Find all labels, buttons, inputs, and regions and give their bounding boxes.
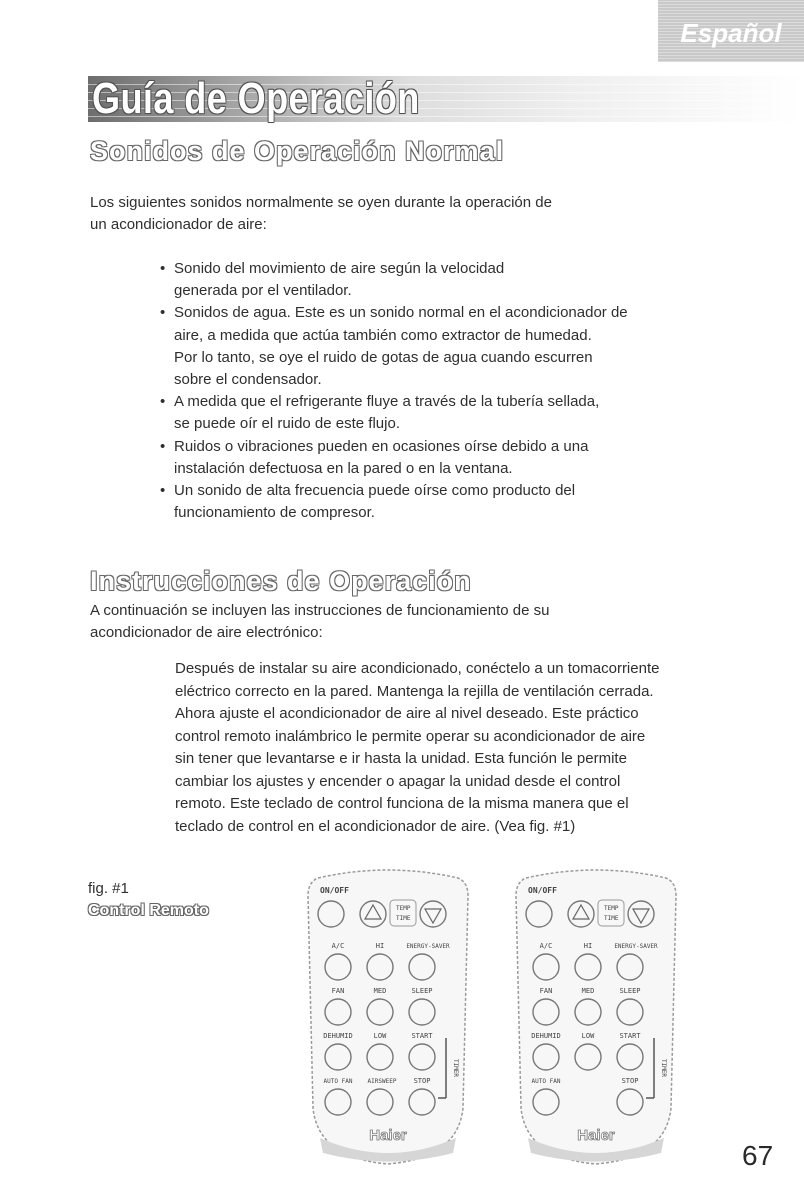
- timer-label: TIMER: [452, 1058, 459, 1078]
- body-line: teclado de control en el acondicionador de aire. (Vea fig. #1): [175, 817, 576, 835]
- stop-label: STOP: [413, 1077, 431, 1085]
- med-label: MED: [581, 987, 595, 995]
- language-tab-label: Español: [680, 17, 782, 48]
- bullet-line: • Sonido del movimiento de aire según la velocidad: [174, 260, 505, 277]
- intro-line: A continuación se incluyen las instrucciones de funcionamiento de su: [90, 602, 550, 619]
- bullet-line: • Ruidos o vibraciones pueden en ocasiones oírse debido a una: [174, 437, 589, 455]
- hi-label: HI: [583, 942, 593, 950]
- ac-label: A/C: [331, 942, 345, 950]
- low-label: LOW: [373, 1032, 387, 1040]
- bullet-line: • A medida que el refrigerante fluye a través de la tubería sellada,: [174, 393, 600, 411]
- bullet-line: funcionamiento de compresor.: [174, 504, 375, 522]
- page-title: Guía de Operación: [92, 74, 420, 123]
- bullet-line: se puede oír el ruido de este flujo.: [174, 415, 400, 433]
- list-item: [160, 258, 720, 302]
- airsweep-label: AIRSWEEP: [367, 1078, 397, 1085]
- fan-label: FAN: [331, 987, 345, 995]
- intro-line: un acondicionador de aire:: [90, 216, 267, 233]
- body-line: Ahora ajuste el acondicionador de aire al nivel deseado. Este práctico: [175, 705, 639, 722]
- remote-control-left: [298, 868, 478, 1168]
- figure-title: Control Remoto: [88, 902, 209, 919]
- intro-line: acondicionador de aire electrónico:: [90, 624, 323, 641]
- body-line: Después de instalar su aire acondicionado, conéctelo a un tomacorriente: [175, 660, 660, 677]
- list-item: [160, 480, 720, 524]
- on-off-label: ON/OFF: [528, 886, 557, 895]
- stop-label: STOP: [621, 1077, 639, 1085]
- start-label: START: [411, 1032, 433, 1040]
- page-number: 67: [742, 1140, 774, 1171]
- intro-line: Los siguientes sonidos normalmente se oyen durante la operación de: [90, 194, 552, 211]
- remote-control-right: [506, 868, 686, 1168]
- body-line: cambiar los ajustes y encender o apagar la unidad desde el control: [175, 772, 621, 790]
- body-line: eléctrico correcto en la pared. Mantenga la rejilla de ventilación cerrada.: [175, 682, 654, 700]
- body-line: remoto. Este teclado de control funciona de la misma manera que el: [175, 795, 629, 812]
- low-label: LOW: [581, 1032, 595, 1040]
- list-item: [160, 302, 720, 391]
- energy-saver-label: ENERGY-SAVER: [406, 943, 450, 950]
- ac-label: A/C: [539, 942, 553, 950]
- auto-fan-label: AUTO FAN: [323, 1078, 353, 1085]
- list-item: [160, 391, 720, 435]
- sounds-list: [160, 258, 720, 524]
- timer-label: TIMER: [660, 1058, 667, 1078]
- figure-label: fig. #1: [88, 880, 129, 897]
- dehumid-label: DEHUMID: [531, 1032, 561, 1040]
- section1-intro: [90, 192, 710, 236]
- section-heading-instructions: Instrucciones de Operación: [90, 566, 472, 596]
- bullet-line: aire, a medida que actúa también como extractor de humedad.: [174, 326, 592, 344]
- time-label: TIME: [604, 915, 619, 922]
- section2-intro: [90, 600, 710, 644]
- bullet-line: • Un sonido de alta frecuencia puede oírse como producto del: [174, 482, 576, 500]
- hi-label: HI: [375, 942, 385, 950]
- bullet-line: Por lo tanto, se oye el ruido de gotas de agua cuando escurren: [174, 348, 593, 366]
- time-label: TIME: [396, 915, 411, 922]
- bullet-line: instalación defectuosa en la pared o en la ventana.: [174, 459, 513, 477]
- temp-label: TEMP: [396, 905, 411, 912]
- instructions-body: [175, 658, 720, 838]
- body-line: sin tener que levantarse e ir hasta la unidad. Esta función le permite: [175, 750, 627, 767]
- auto-fan-label: AUTO FAN: [531, 1078, 561, 1085]
- med-label: MED: [373, 987, 387, 995]
- sleep-label: SLEEP: [619, 987, 641, 995]
- temp-label: TEMP: [604, 905, 619, 912]
- fan-label: FAN: [539, 987, 553, 995]
- bullet-line: • Sonidos de agua. Este es un sonido normal en el acondicionador de: [174, 304, 628, 322]
- start-label: START: [619, 1032, 641, 1040]
- bullet-line: generada por el ventilador.: [174, 282, 352, 300]
- language-tab: [658, 0, 804, 62]
- energy-saver-label: ENERGY-SAVER: [614, 943, 658, 950]
- brand-logo: Haier: [577, 1127, 615, 1144]
- bullet-line: sobre el condensador.: [174, 371, 322, 389]
- body-line: control remoto inalámbrico le permite operar su acondicionador de aire: [175, 727, 646, 745]
- sleep-label: SLEEP: [411, 987, 433, 995]
- section-heading-sounds: Sonidos de Operación Normal: [90, 136, 505, 166]
- dehumid-label: DEHUMID: [323, 1032, 353, 1040]
- on-off-label: ON/OFF: [320, 886, 349, 895]
- brand-logo: Haier: [369, 1127, 407, 1144]
- list-item: [160, 436, 720, 480]
